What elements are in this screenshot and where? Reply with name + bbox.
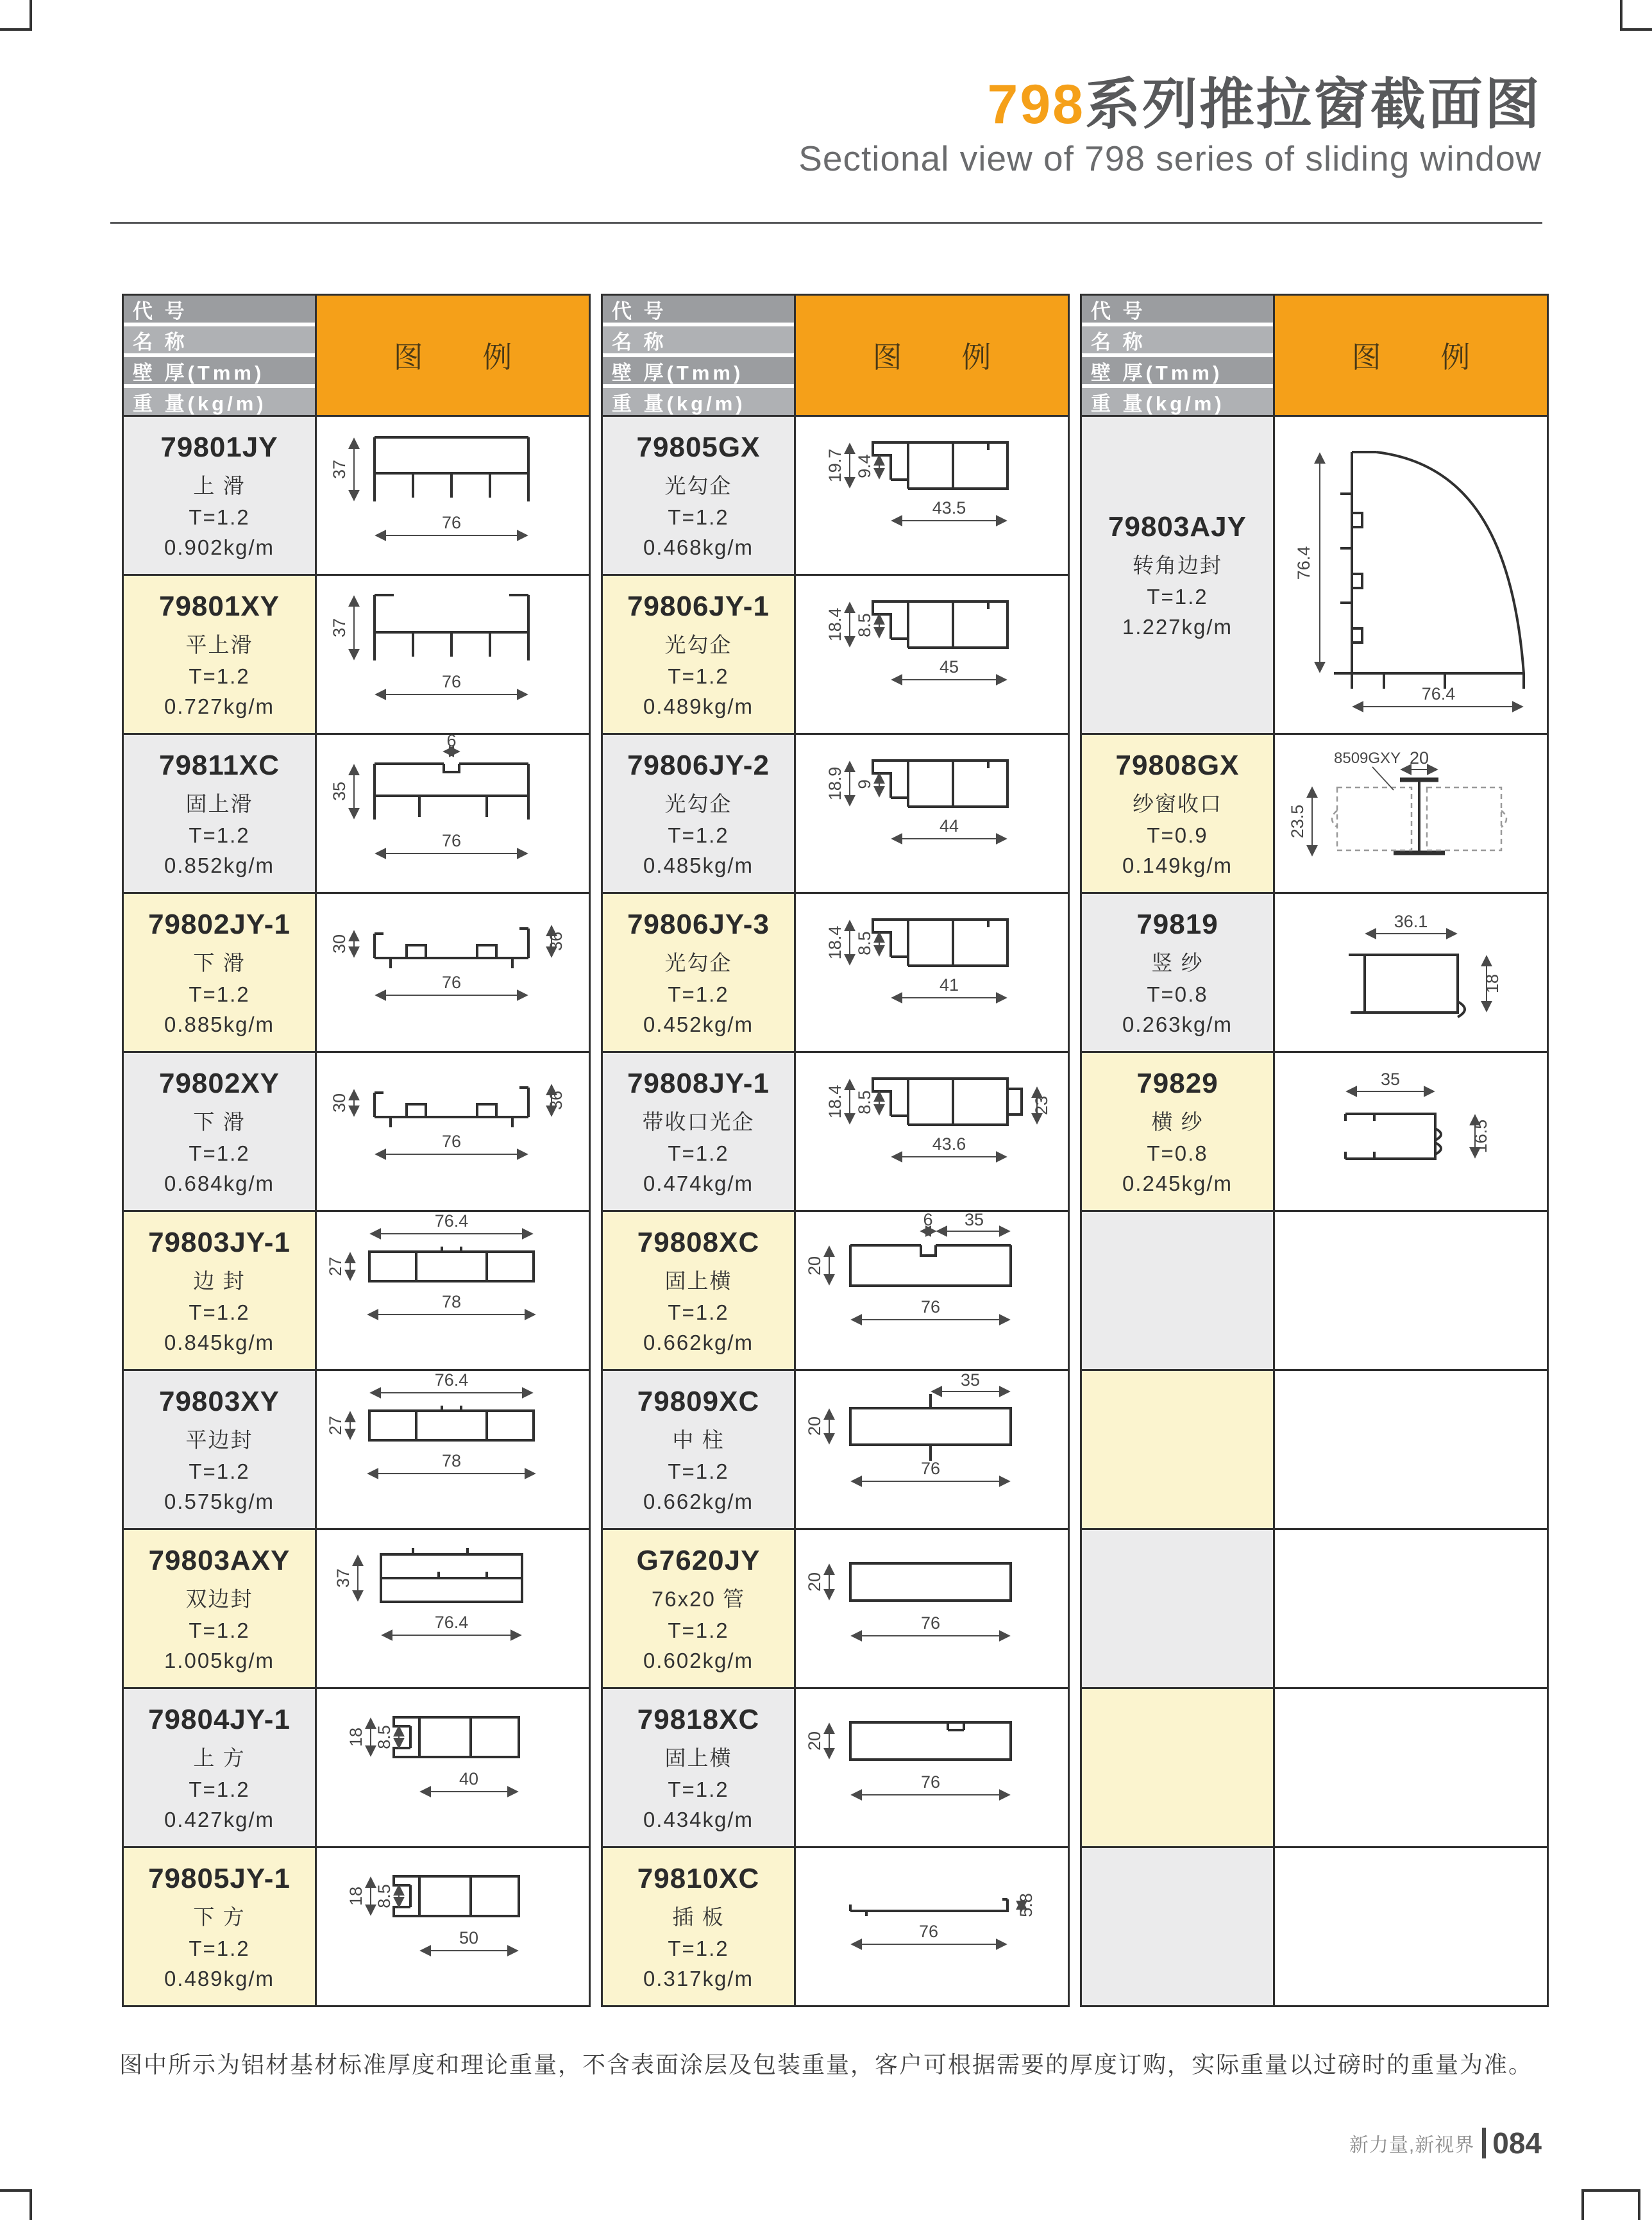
profile-diagram (796, 1530, 1068, 1687)
profile-weight: 0.902kg/m (164, 535, 275, 559)
footer-note: 图中所示为铝材基材标准厚度和理论重量，不含表面涂层及包装重量，客户可根据需要的厚度订购，实际重量以过磅时的重量为准。 (119, 2051, 1533, 2078)
subtable-1-header (122, 294, 591, 415)
profile-diagram (317, 1212, 589, 1369)
profile-weight: 0.845kg/m (164, 1330, 275, 1354)
profile-diagram (1275, 894, 1547, 1051)
header-name-label: 名 称 (124, 326, 315, 353)
profile-weight: 0.452kg/m (643, 1012, 754, 1036)
profile-code: 79829 (1136, 1067, 1218, 1099)
profile-weight: 0.684kg/m (164, 1171, 275, 1195)
profile-cell (1082, 894, 1273, 1051)
dim-label: 20 (805, 1731, 824, 1751)
profile-code: 79805GX (636, 431, 761, 463)
dim-label: 78 (441, 1451, 462, 1470)
profile-diagram (317, 735, 589, 892)
profile-thickness: T=1.2 (189, 505, 250, 529)
dim-label: 76 (441, 1132, 462, 1151)
empty-diagram (1275, 1530, 1547, 1687)
legend-header: 图 例 (317, 296, 589, 415)
profile-diagram (796, 1848, 1068, 2005)
profile-weight: 0.474kg/m (643, 1171, 754, 1195)
dim-label: 76.4 (434, 1371, 469, 1390)
empty-cell (1082, 1212, 1273, 1369)
profile-name: 带收口光企 (642, 1109, 755, 1134)
dim-label: 76 (920, 1459, 941, 1478)
profile-cell (603, 1689, 794, 1846)
dim-label: 20 (805, 1416, 824, 1436)
dim-label: 8.5 (855, 1090, 874, 1114)
header-thickness-label: 壁 厚(Tmm) (603, 357, 794, 384)
header-code-label: 代 号 (603, 296, 794, 323)
header-weight-label: 重 量(kg/m) (603, 388, 794, 415)
header-labels (124, 296, 315, 415)
profile-thickness: T=0.8 (1147, 1141, 1208, 1165)
profile-code: 79808XC (637, 1226, 760, 1258)
dim-label: 78 (441, 1292, 462, 1311)
profile-cell (603, 894, 794, 1051)
profile-diagram (796, 1212, 1068, 1369)
profile-cell (1082, 735, 1273, 892)
profile-cell (603, 1848, 794, 2005)
dim-label: 76 (920, 1297, 941, 1316)
profile-name: 下 滑 (193, 950, 246, 975)
profile-diagram (796, 1371, 1068, 1528)
header-thickness-label: 壁 厚(Tmm) (1082, 357, 1273, 384)
profile-diagram (796, 576, 1068, 733)
profile-name: 下 方 (193, 1905, 246, 1929)
profile-diagram (317, 1689, 589, 1846)
profile-weight: 0.434kg/m (643, 1807, 754, 1831)
profile-thickness: T=1.2 (668, 505, 729, 529)
title-divider (110, 222, 1542, 224)
profile-name: 边 封 (193, 1268, 246, 1293)
profile-thickness: T=1.2 (189, 1936, 250, 1960)
profile-thickness: T=1.2 (189, 1618, 250, 1642)
empty-diagram (1275, 1848, 1547, 2005)
profile-cell (603, 735, 794, 892)
dim-label: 8.5 (375, 1725, 394, 1749)
profile-thickness: T=1.2 (668, 1459, 729, 1483)
profile-code: 79809XC (637, 1385, 760, 1417)
dim-label: 76 (441, 672, 462, 691)
dim-label: 23 (1032, 1095, 1051, 1116)
dim-label: 8.5 (855, 613, 874, 637)
dim-label: 30 (330, 934, 349, 954)
profile-name: 中 柱 (672, 1427, 725, 1452)
header-weight-label: 重 量(kg/m) (124, 388, 315, 415)
profile-thickness: T=1.2 (668, 1618, 729, 1642)
subtable-3-header (1080, 294, 1549, 415)
dim-label: 9 (855, 779, 874, 789)
profile-diagram (317, 1371, 589, 1528)
profile-cell (124, 417, 315, 574)
profile-cell (603, 1530, 794, 1687)
dim-label: 43.6 (932, 1134, 966, 1154)
dim-label: 5.8 (1016, 1893, 1036, 1917)
profile-code: 79802XY (158, 1067, 280, 1099)
dim-label: 76.4 (1294, 546, 1313, 580)
header-labels (1082, 296, 1273, 415)
profile-weight: 0.727kg/m (164, 694, 275, 718)
crop-mark-top-left (0, 0, 32, 31)
dim-label: 9.4 (855, 454, 874, 478)
dim-label: 43.5 (932, 498, 966, 517)
profile-cell (603, 1212, 794, 1369)
profile-weight: 1.227kg/m (1122, 614, 1233, 639)
profile-cell (603, 417, 794, 574)
dim-label: 27 (326, 1256, 345, 1277)
header-weight-label: 重 量(kg/m) (1082, 388, 1273, 415)
profile-name: 转角边封 (1133, 553, 1222, 577)
page-header (798, 74, 1542, 179)
dim-label: 40 (459, 1769, 479, 1788)
empty-diagram (1275, 1371, 1547, 1528)
crop-mark-top-right (1620, 0, 1652, 31)
header-code-label: 代 号 (1082, 296, 1273, 323)
empty-diagram (1275, 1212, 1547, 1369)
header-labels (603, 296, 794, 415)
profile-code: 79808GX (1115, 749, 1240, 781)
profile-weight: 0.885kg/m (164, 1012, 275, 1036)
profile-thickness: T=0.9 (1147, 823, 1208, 847)
subtable-3 (1080, 294, 1549, 2007)
profile-cell (124, 894, 315, 1051)
profile-cell (124, 1371, 315, 1528)
profile-weight: 0.662kg/m (643, 1489, 754, 1513)
dim-label: 76 (441, 973, 462, 992)
profile-diagram (317, 417, 589, 574)
profile-name: 上 滑 (193, 473, 246, 498)
profile-name: 光勾企 (664, 950, 732, 975)
profile-code: 79808JY-1 (627, 1067, 770, 1099)
dim-label: 76 (441, 513, 462, 532)
profile-code: 79806JY-3 (627, 908, 770, 940)
dim-label: 37 (330, 459, 349, 480)
profile-weight: 0.149kg/m (1122, 853, 1233, 877)
subtable-2-body (601, 415, 1070, 2007)
dim-label: 35 (960, 1371, 981, 1390)
dim-label: 20 (1409, 748, 1429, 768)
profile-name: 插 板 (672, 1905, 725, 1929)
profile-code: 79804JY-1 (148, 1703, 291, 1735)
profile-thickness: T=1.2 (189, 823, 250, 847)
profile-thickness: T=1.2 (189, 1459, 250, 1483)
dim-label: 76.4 (434, 1212, 469, 1231)
profile-tables (122, 294, 1549, 2007)
header-name-label: 名 称 (1082, 326, 1273, 353)
dim-label: 6 (446, 735, 457, 750)
dim-label: 37 (333, 1568, 353, 1588)
profile-code: 79801XY (158, 590, 280, 622)
empty-cell (1082, 1371, 1273, 1528)
profile-code: 79803XY (158, 1385, 280, 1417)
dim-label: 44 (939, 816, 959, 836)
profile-cell (603, 576, 794, 733)
empty-cell (1082, 1530, 1273, 1687)
profile-cell (124, 735, 315, 892)
profile-code: 79803JY-1 (148, 1226, 291, 1258)
profile-cell (603, 1053, 794, 1210)
dim-label: 20 (805, 1572, 824, 1592)
dim-label: 76.4 (434, 1613, 469, 1632)
dim-label: 37 (330, 618, 349, 638)
profile-weight: 0.852kg/m (164, 853, 275, 877)
page-subtitle: Sectional view of 798 series of sliding window (798, 138, 1542, 178)
profile-diagram (1275, 417, 1547, 733)
dim-label: 35 (964, 1212, 984, 1229)
profile-cell (124, 1848, 315, 2005)
header-thickness-label: 壁 厚(Tmm) (124, 357, 315, 384)
profile-code: 79806JY-1 (627, 590, 770, 622)
profile-code: 79818XC (637, 1703, 760, 1735)
dim-label: 36.1 (1394, 912, 1428, 931)
dim-label: 76 (920, 1613, 941, 1633)
profile-diagram (796, 735, 1068, 892)
profile-name: 固上横 (664, 1268, 732, 1293)
profile-weight: 0.468kg/m (643, 535, 754, 559)
profile-weight: 0.575kg/m (164, 1489, 275, 1513)
profile-thickness: T=1.2 (668, 823, 729, 847)
profile-weight: 0.489kg/m (164, 1966, 275, 1990)
profile-diagram (317, 576, 589, 733)
profile-weight: 0.485kg/m (643, 853, 754, 877)
dim-label: 30 (330, 1093, 349, 1113)
dim-label: 8.5 (375, 1884, 394, 1908)
profile-cell (603, 1371, 794, 1528)
footer-brand (1349, 2128, 1542, 2158)
profile-code: 79803AXY (148, 1544, 291, 1576)
profile-code: 79802JY-1 (148, 908, 291, 940)
profile-name: 横 纱 (1151, 1109, 1204, 1134)
title-series-number: 798 (987, 74, 1085, 135)
profile-diagram (1275, 1053, 1547, 1210)
dim-label: 45 (939, 657, 959, 677)
profile-diagram (796, 417, 1068, 574)
crop-mark-bottom-left (0, 2189, 32, 2220)
subtable-1 (122, 294, 591, 2007)
profile-cell (124, 1530, 315, 1687)
profile-name: 光勾企 (664, 791, 732, 816)
profile-name: 上 方 (193, 1745, 246, 1770)
profile-diagram (317, 1530, 589, 1687)
profile-diagram (317, 894, 589, 1051)
profile-code: G7620JY (636, 1544, 761, 1576)
profile-thickness: T=1.2 (668, 1141, 729, 1165)
profile-weight: 0.662kg/m (643, 1330, 754, 1354)
profile-code: 79801JY (160, 431, 278, 463)
dim-label: 76 (441, 831, 462, 850)
profile-thickness: T=0.8 (1147, 982, 1208, 1006)
dim-label: 18 (1483, 973, 1502, 994)
profile-cell (1082, 417, 1273, 733)
dim-label: 36 (546, 1090, 566, 1111)
legend-header: 图 例 (796, 296, 1068, 415)
profile-weight: 0.317kg/m (643, 1966, 754, 1990)
corner-box-bottom-right (1581, 2189, 1640, 2220)
profile-diagram (796, 1689, 1068, 1846)
profile-cell (1082, 1053, 1273, 1210)
profile-weight: 0.427kg/m (164, 1807, 275, 1831)
profile-weight: 0.263kg/m (1122, 1012, 1233, 1036)
profile-diagram (317, 1053, 589, 1210)
dim-label: 36 (546, 931, 566, 952)
dim-label: 23.5 (1288, 804, 1307, 839)
profile-name: 光勾企 (664, 473, 732, 498)
profile-name: 纱窗收口 (1133, 791, 1222, 816)
empty-diagram (1275, 1689, 1547, 1846)
profile-name: 固上横 (664, 1745, 732, 1770)
page-number: 084 (1482, 2128, 1542, 2158)
ref-profile-label: 8509GXY (1334, 750, 1401, 767)
profile-name: 平边封 (185, 1427, 253, 1452)
profile-code: 79806JY-2 (627, 749, 770, 781)
dim-label: 6 (923, 1212, 933, 1229)
profile-thickness: T=1.2 (668, 1300, 729, 1324)
profile-cell (124, 576, 315, 733)
title-text: 系列推拉窗截面图 (1085, 74, 1542, 135)
profile-code: 79803AJY (1108, 510, 1247, 542)
empty-cell (1082, 1689, 1273, 1846)
profile-weight: 0.245kg/m (1122, 1171, 1233, 1195)
page-title (798, 74, 1542, 135)
dim-label: 27 (326, 1415, 345, 1436)
profile-code: 79811XC (158, 749, 280, 781)
profile-weight: 1.005kg/m (164, 1648, 275, 1672)
subtable-1-body (122, 415, 591, 2007)
profile-cell (124, 1689, 315, 1846)
dim-label: 18.9 (825, 766, 845, 801)
dim-label: 50 (459, 1928, 479, 1947)
dim-label: 16.5 (1471, 1119, 1490, 1154)
profile-thickness: T=1.2 (668, 664, 729, 688)
profile-cell (124, 1053, 315, 1210)
profile-diagram (796, 1053, 1068, 1210)
subtable-3-body (1080, 415, 1549, 2007)
empty-cell (1082, 1848, 1273, 2005)
dim-label: 18 (346, 1727, 366, 1747)
legend-header: 图 例 (1275, 296, 1547, 415)
dim-label: 8.5 (855, 931, 874, 955)
subtable-2 (601, 294, 1070, 2007)
dim-label: 76 (920, 1772, 941, 1792)
dim-label: 35 (330, 781, 349, 802)
subtable-2-header (601, 294, 1070, 415)
profile-thickness: T=1.2 (189, 1777, 250, 1801)
profile-name: 双边封 (185, 1586, 253, 1611)
dim-label: 18.4 (825, 607, 845, 642)
profile-diagram (1275, 735, 1547, 892)
profile-name: 竖 纱 (1151, 950, 1204, 975)
dim-label: 18 (346, 1886, 366, 1906)
dim-label: 19.7 (825, 448, 845, 483)
profile-thickness: T=1.2 (189, 1141, 250, 1165)
brand-slogan: 新力量,新视界 (1349, 2135, 1475, 2157)
profile-weight: 0.489kg/m (643, 694, 754, 718)
dim-label: 18.4 (825, 925, 845, 960)
dim-label: 41 (939, 975, 959, 995)
profile-cell (124, 1212, 315, 1369)
profile-thickness: T=1.2 (668, 1777, 729, 1801)
profile-thickness: T=1.2 (668, 982, 729, 1006)
profile-thickness: T=1.2 (1147, 584, 1208, 609)
profile-code: 79819 (1136, 908, 1218, 940)
profile-code: 79810XC (637, 1862, 760, 1894)
profile-name: 光勾企 (664, 632, 732, 657)
profile-thickness: T=1.2 (668, 1936, 729, 1960)
dim-label: 20 (805, 1256, 824, 1276)
dim-label: 18.4 (825, 1084, 845, 1119)
profile-diagram (317, 1848, 589, 2005)
profile-name: 平上滑 (185, 632, 253, 657)
dim-label: 76.4 (1421, 684, 1456, 703)
header-code-label: 代 号 (124, 296, 315, 323)
profile-weight: 0.602kg/m (643, 1648, 754, 1672)
profile-name: 76x20 管 (651, 1586, 746, 1611)
profile-code: 79805JY-1 (148, 1862, 291, 1894)
profile-diagram (796, 894, 1068, 1051)
header-name-label: 名 称 (603, 326, 794, 353)
profile-name: 固上滑 (185, 791, 253, 816)
profile-name: 下 滑 (193, 1109, 246, 1134)
profile-thickness: T=1.2 (189, 982, 250, 1006)
profile-thickness: T=1.2 (189, 1300, 250, 1324)
dim-label: 35 (1380, 1070, 1401, 1089)
profile-thickness: T=1.2 (189, 664, 250, 688)
dim-label: 76 (918, 1922, 939, 1941)
